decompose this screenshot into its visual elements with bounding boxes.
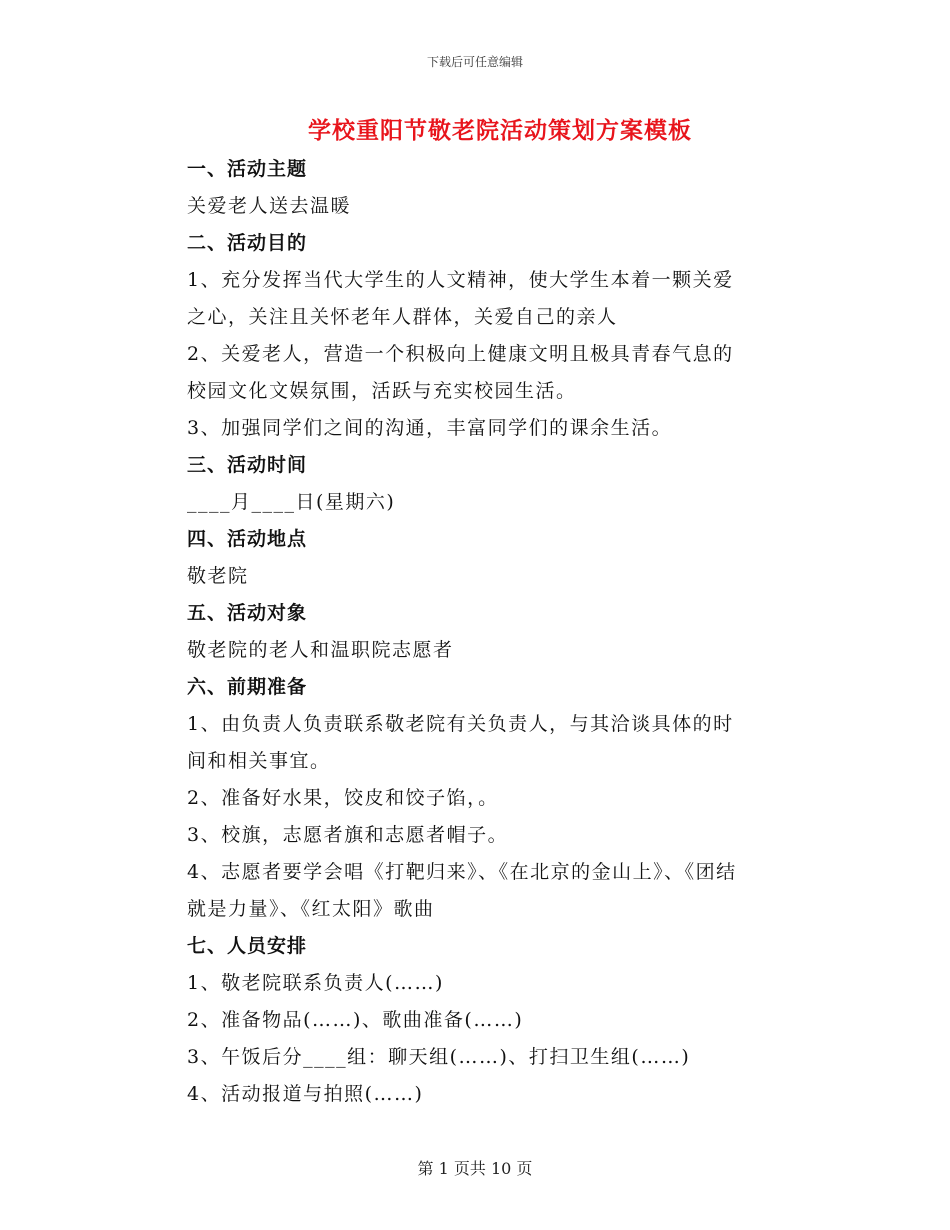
paragraph-line: 敬老院 — [187, 565, 249, 587]
paragraph-line: 1、充分发挥当代大学生的人文精神，使大学生本着一颗关爱 — [187, 269, 734, 291]
section-heading-preparation: 六、前期准备 — [187, 676, 308, 698]
paragraph-line: 2、关爱老人，营造一个积极向上健康文明且极具青春气息的 — [187, 343, 734, 365]
document-title: 学校重阳节敬老院活动策划方案模板 — [308, 118, 692, 144]
paragraph-line: 校园文化文娱氛围，活跃与充实校园生活。 — [187, 380, 577, 402]
section-heading-audience: 五、活动对象 — [187, 602, 308, 624]
paragraph-line: 3、校旗，志愿者旗和志愿者帽子。 — [187, 824, 509, 846]
section-heading-staffing: 七、人员安排 — [187, 935, 308, 957]
paragraph-line: 之心，关注且关怀老年人群体，关爱自己的亲人 — [187, 306, 618, 328]
section-heading-theme: 一、活动主题 — [187, 158, 308, 180]
section-heading-location: 四、活动地点 — [187, 528, 308, 550]
paragraph-line: 3、加强同学们之间的沟通，丰富同学们的课余生活。 — [187, 417, 673, 439]
paragraph-line: 间和相关事宜。 — [187, 750, 331, 772]
section-heading-time: 三、活动时间 — [187, 454, 308, 476]
paragraph-line: 敬老院的老人和温职院志愿者 — [187, 639, 454, 661]
paragraph-line: 2、准备物品(……)、歌曲准备(……) — [187, 1009, 524, 1031]
paragraph-line: 2、准备好水果，饺皮和饺子馅，。 — [187, 787, 499, 809]
paragraph-line: ____月____日(星期六) — [187, 491, 396, 513]
paragraph-line: 关爱老人送去温暖 — [187, 195, 352, 217]
page-number-footer: 第 1 页共 10 页 — [417, 1159, 533, 1178]
paragraph-line: 4、志愿者要学会唱《打靶归来》、《在北京的金山上》、《团结 — [187, 861, 737, 883]
document-body — [187, 151, 812, 1113]
section-heading-purpose: 二、活动目的 — [187, 232, 308, 254]
paragraph-line: 1、由负责人负责联系敬老院有关负责人，与其洽谈具体的时 — [187, 713, 734, 735]
paragraph-line: 1、敬老院联系负责人(……) — [187, 972, 444, 994]
header-note: 下载后可任意编辑 — [426, 55, 523, 69]
paragraph-line: 4、活动报道与拍照(……) — [187, 1083, 424, 1105]
paragraph-line: 3、午饭后分____组：聊天组(……)、打扫卫生组(……) — [187, 1046, 691, 1068]
paragraph-line: 就是力量》、《红太阳》歌曲 — [187, 898, 435, 920]
